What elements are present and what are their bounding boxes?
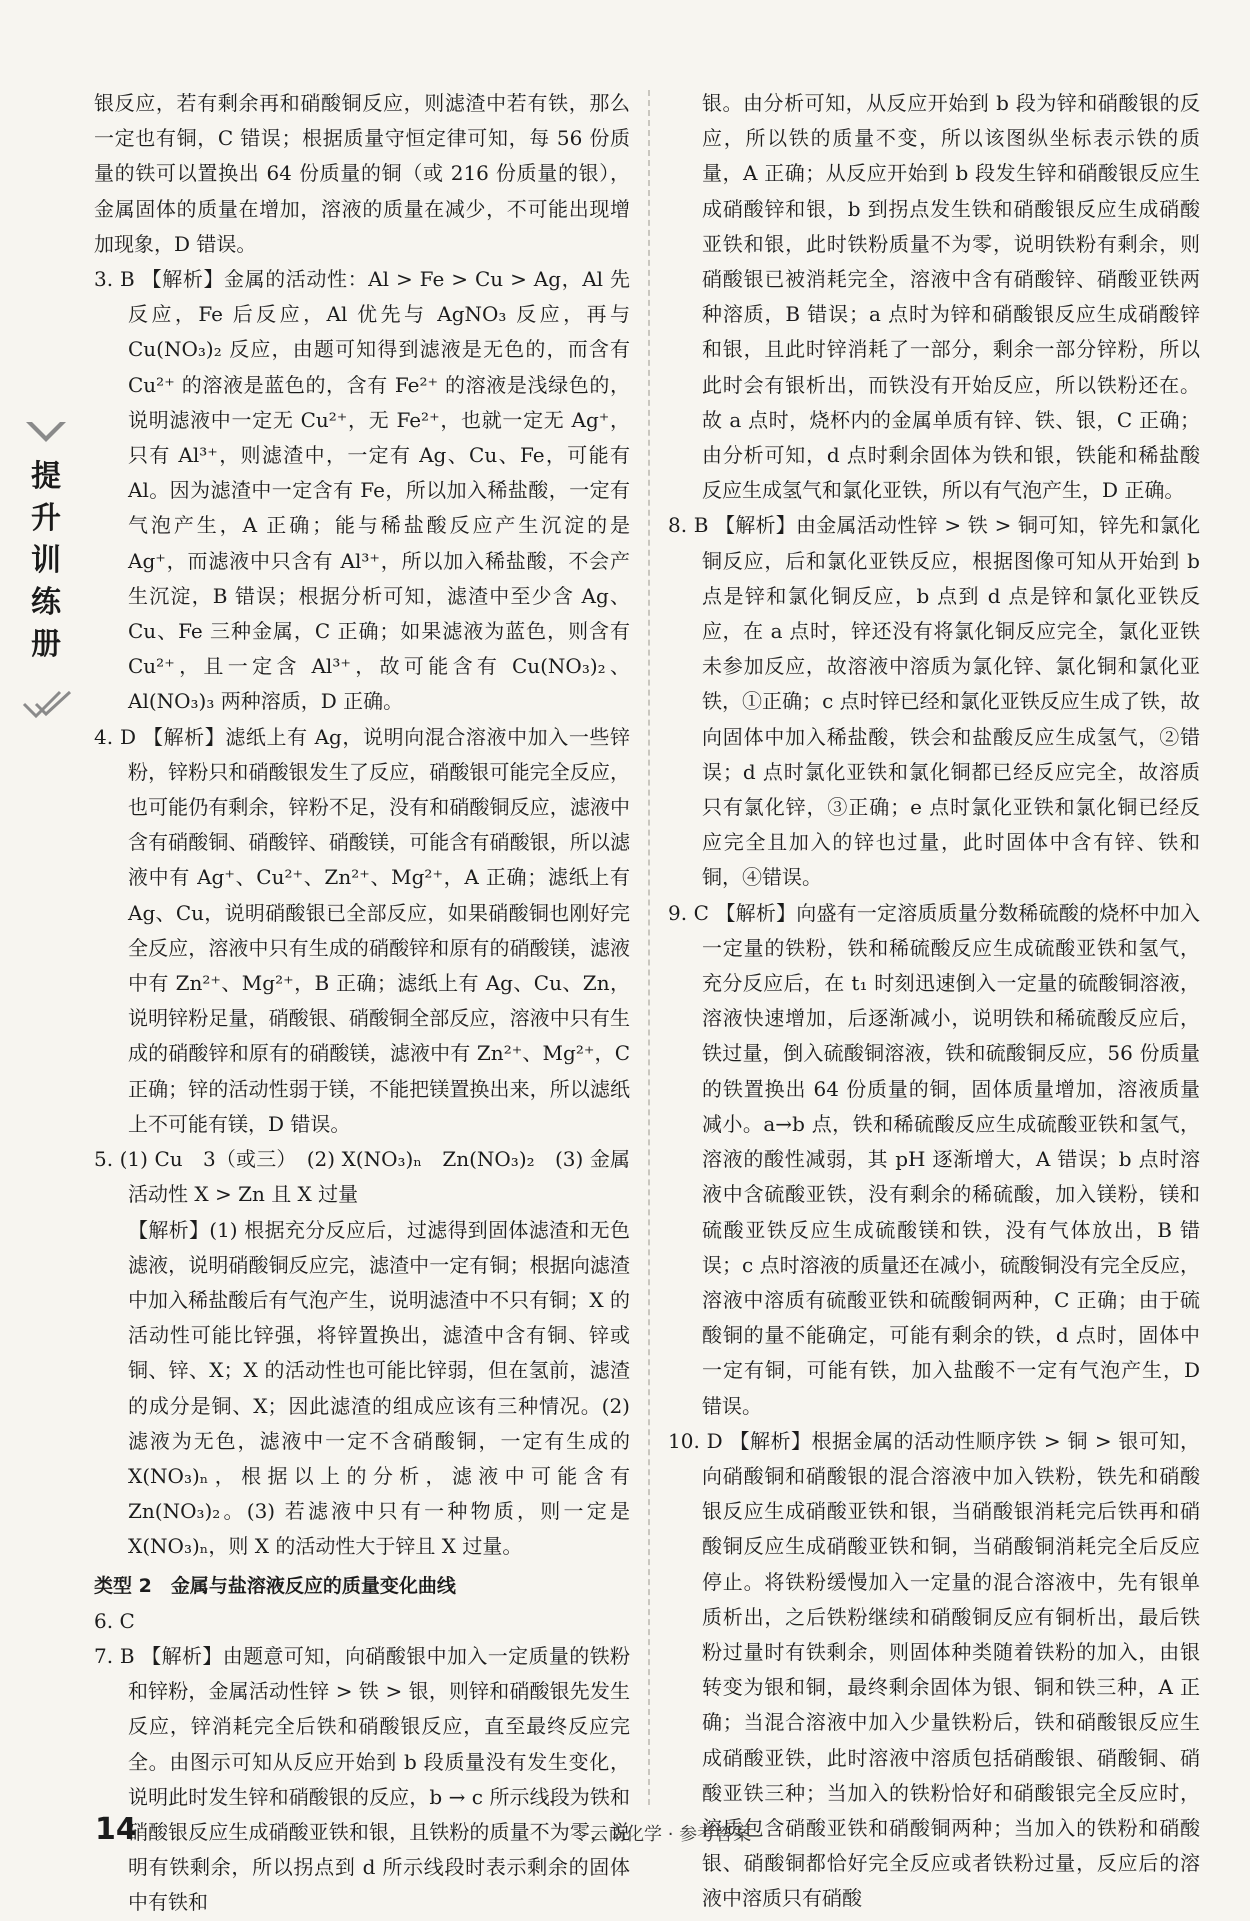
side-tab-label bbox=[26, 456, 66, 666]
checkmark-icon bbox=[20, 686, 76, 722]
answer-item-5: 5. (1) Cu 3（或三） (2) X(NO₃)ₙ Zn(NO₃)₂ (3) 金属活动性 X > Zn 且 X 过量 bbox=[94, 1147, 630, 1207]
answer-item-3: 3. B 【解析】金属的活动性：Al > Fe > Cu > Ag，Al 先反应，Fe 后反应，Al 优先与 AgNO₃ 反应，再与 Cu(NO₃)₂ 反应，由题可知得到滤液是无色的，而含有 Cu²⁺ 的溶液是蓝色的，含有 Fe²⁺ 的溶液是浅绿色的，说明滤液中一定无 Cu²⁺，无 Fe²⁺，也就一定无 Ag⁺，只有 Al³⁺，则滤渣中，一定有 Ag、Cu、Fe，可能有 Al。因为滤渣中一定含有 Fe，所以加入稀盐酸，一定有气泡产生，A 正确；能与稀盐酸反应产生沉淀的是 Ag⁺，而滤液中只含有 Al³⁺，所以加入稀盐酸，不会产生沉淀，B 错误；根据分析可知，滤渣中至少含 Ag、Cu、Fe 三种金属，C 正确；如果滤液为蓝色，则含有 Cu²⁺，且一定含 Al³⁺，故可能含有 Cu(NO₃)₂、Al(NO₃)₃ 两种溶质，D 正确。 bbox=[94, 267, 630, 714]
side-tab-char: 练 bbox=[31, 585, 61, 620]
side-tab bbox=[18, 418, 74, 728]
column-divider bbox=[648, 90, 650, 1805]
answer-item-7: 7. B 【解析】由题意可知，向硝酸银中加入一定质量的铁粉和锌粉，金属活动性锌 > 铁 > 银，则锌和硝酸银先发生反应，锌消耗完全后铁和硝酸银反应，直至最终反应完全。由图示可知从反应开始到 b 段质量没有发生变化，说明此时发生锌和硝酸银的反应，b → c 所示线段为铁和硝酸银反应生成硝酸亚铁和银，且铁粉的质量不为零，说明有铁剩余，所以拐点到 d 所示线段时表示剩余的固体中有铁和 bbox=[94, 1643, 630, 1915]
side-tab-char: 升 bbox=[31, 501, 61, 536]
answer-explanation-5: 【解析】(1) 根据充分反应后，过滤得到固体滤渣和无色滤液，说明硝酸铜反应完，滤渣中一定有铜；根据向滤渣中加入稀盐酸后有气泡产生，说明滤渣中不只有铜；X 的活动性可能比锌强，将锌置换出，滤渣中含有铜、锌或铜、锌、X；X 的活动性也可能比锌弱，但在氢前，滤渣的成分是铜、X；因此滤渣的组成应该有三种情况。(2) 滤液为无色，滤液中一定不含硝酸铜，一定有生成的 X(NO₃)ₙ，根据以上的分析，滤液中可能含有 Zn(NO₃)₂。(3) 若滤液中只有一种物质，则一定是 X(NO₃)ₙ，则 X 的活动性大于锌且 X 过量。 bbox=[128, 1217, 630, 1559]
answer-item-8: 8. B 【解析】由金属活动性锌 > 铁 > 铜可知，锌先和氯化铜反应，后和氯化亚铁反应，根据图像可知从开始到 b 点是锌和氯化铜反应，b 点到 d 点是锌和氯化亚铁反应，在 a 点时，锌还没有将氯化铜反应完全，氯化亚铁未参加反应，故溶液中溶质为氯化锌、氯化铜和氯化亚铁，①正确；c 点时锌已经和氯化亚铁反应生成了铁，故向固体中加入稀盐酸，铁会和盐酸反应生成氢气，②错误；d 点时氯化亚铁和氯化铜都已经反应完全，故溶质只有氯化锌，③正确；e 点时氯化亚铁和氯化铜已经反应完全且加入的锌也过量，此时固体中含有锌、铁和铜，④错误。 bbox=[668, 513, 1200, 890]
side-tab-char: 提 bbox=[31, 459, 61, 494]
answer-paragraph: 银反应，若有剩余再和硝酸铜反应，则滤渣中若有铁，那么一定也有铜，C 错误；根据质量守恒定律可知，每 56 份质量的铁可以置换出 64 份质量的铜（或 216 份质量的银），金属固体的质量在增加，溶液的质量在减少，不可能出现增加现象，D 错误。 bbox=[94, 91, 630, 256]
answer-column-left bbox=[94, 86, 630, 1921]
chevron-down-icon bbox=[24, 418, 68, 448]
side-tab-char: 册 bbox=[31, 627, 61, 662]
answer-item-4: 4. D 【解析】滤纸上有 Ag，说明向混合溶液中加入一些锌粉，锌粉只和硝酸银发生了反应，硝酸银可能完全反应，也可能仍有剩余，锌粉不足，没有和硝酸铜反应，滤液中含有硝酸铜、硝酸锌、硝酸镁，可能含有硝酸银，所以滤液中有 Ag⁺、Cu²⁺、Zn²⁺、Mg²⁺，A 正确；滤纸上有 Ag、Cu，说明硝酸银已全部反应，如果硝酸铜也刚好完全反应，溶液中只有生成的硝酸锌和原有的硝酸镁，滤液中有 Zn²⁺、Mg²⁺，B 正确；滤纸上有 Ag、Cu、Zn，说明锌粉足量，硝酸银、硝酸铜全部反应，溶液中只有生成的硝酸锌和原有的硝酸镁，滤液中有 Zn²⁺、Mg²⁺，C 正确；锌的活动性弱于镁，不能把镁置换出来，所以滤纸上不可能有镁，D 错误。 bbox=[94, 724, 630, 1136]
side-tab-char: 训 bbox=[31, 543, 61, 578]
answer-item-9: 9. C 【解析】向盛有一定溶质质量分数稀硫酸的烧杯中加入一定量的铁粉，铁和稀硫酸反应生成硫酸亚铁和氢气，充分反应后，在 t₁ 时刻迅速倒入一定量的硫酸铜溶液，溶液快速增加，后逐渐减小，说明铁和稀硫酸反应后，铁过量，倒入硫酸铜溶液，铁和硫酸铜反应，56 份质量的铁置换出 64 份质量的铜，固体质量增加，溶液质量减小。a→b 点，铁和稀硫酸反应生成硫酸亚铁和氢气，溶液的酸性减弱，其 pH 逐渐增大，A 错误；b 点时溶液中含硫酸亚铁，没有剩余的稀硫酸，加入镁粉，镁和硫酸亚铁反应生成硫酸镁和铁，没有气体放出，B 错误；c 点时溶液的质量还在减小，硫酸铜没有完全反应，溶液中溶质有硫酸亚铁和硫酸铜两种，C 正确；由于硫酸铜的量不能确定，可能有剩余的铁，d 点时，固体中一定有铜，可能有铁，加入盐酸不一定有气泡产生，D 错误。 bbox=[668, 900, 1200, 1418]
answer-item-10: 10. D 【解析】根据金属的活动性顺序铁 > 铜 > 银可知，向硝酸铜和硝酸银的混合溶液中加入铁粉，铁先和硝酸银反应生成硝酸亚铁和银，当硝酸银消耗完后铁再和硝酸铜反应生成硝酸亚铁和铜，当硝酸铜消耗完全后反应停止。将铁粉缓慢加入一定量的混合溶液中，先有银单质析出，之后铁粉继续和硝酸铜反应有铜析出，最后铁粉过量时有铁剩余，则固体种类随着铁粉的加入，由银转变为银和铜，最终剩余固体为银、铜和铁三种，A 正确；当混合溶液中加入少量铁粉后，铁和硝酸银反应生成硝酸亚铁，此时溶液中溶质包括硝酸银、硝酸铜、硝酸亚铁三种；当加入的铁粉恰好和硝酸银完全反应时，溶质包含硝酸亚铁和硝酸铜两种；当加入的铁粉和硝酸银、硝酸铜都恰好完全反应或者铁粉过量，反应后的溶液中溶质只有硝酸 bbox=[668, 1428, 1200, 1911]
page-number: 14 bbox=[95, 1812, 137, 1847]
answer-paragraph-continued: 银。由分析可知，从反应开始到 b 段为锌和硝酸银的反应，所以铁的质量不变，所以该图纵坐标表示铁的质量，A 正确；从反应开始到 b 段发生锌和硝酸银反应生成硝酸锌和银，b 到拐点发生铁和硝酸银反应生成硝酸亚铁和银，此时铁粉质量不为零，说明铁粉有剩余，则硝酸银已被消耗完全，溶液中含有硝酸锌、硝酸亚铁两种溶质，B 错误；a 点时为锌和硝酸银反应生成硝酸锌和银，且此时锌消耗了一部分，剩余一部分锌粉，所以此时会有银析出，而铁没有开始反应，所以铁粉还在。故 a 点时，烧杯内的金属单质有锌、铁、银，C 正确；由分析可知，d 点时剩余固体为铁和银，铁能和稀盐酸反应生成氢气和氯化亚铁，所以有气泡产生，D 正确。 bbox=[702, 91, 1200, 503]
page-footer: 云南化学 · 参考答案 bbox=[590, 1824, 752, 1845]
section-heading: 类型 2 金属与盐溶液反应的质量变化曲线 bbox=[94, 1574, 456, 1597]
answer-column-right bbox=[668, 86, 1200, 1917]
answer-item-6: 6. C bbox=[94, 1608, 135, 1633]
